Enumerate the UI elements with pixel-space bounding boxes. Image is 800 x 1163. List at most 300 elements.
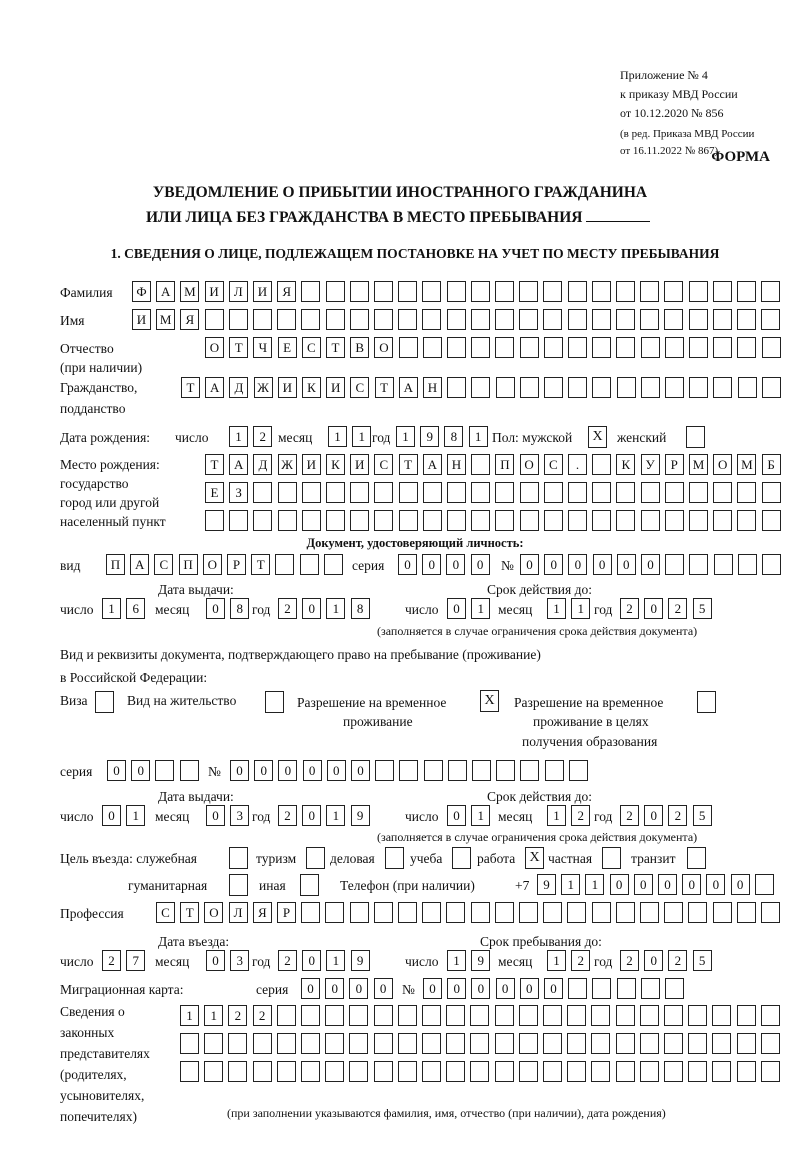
char-cell[interactable] [543,902,562,923]
char-cell[interactable]: 8 [444,426,463,447]
char-cell[interactable]: Т [326,337,345,358]
char-cell[interactable]: 1 [547,950,566,971]
char-cell[interactable] [374,1033,393,1054]
char-cell[interactable]: Т [375,377,394,398]
char-cell[interactable]: 1 [328,426,347,447]
char-cell[interactable] [761,1005,780,1026]
char-cell[interactable]: . [568,454,587,475]
char-cell[interactable] [738,377,757,398]
char-cell[interactable] [592,978,611,999]
char-cell[interactable] [277,309,296,330]
char-cell[interactable] [569,760,588,781]
char-cell[interactable] [544,337,563,358]
char-cell[interactable]: 0 [254,760,273,781]
char-cell[interactable] [350,902,369,923]
char-cell[interactable] [277,1005,296,1026]
char-cell[interactable] [519,1061,538,1082]
char-cell[interactable]: 0 [644,950,663,971]
char-cell[interactable]: 1 [471,805,490,826]
char-cell[interactable] [350,510,369,531]
char-cell[interactable] [567,1005,586,1026]
char-cell[interactable] [277,1033,296,1054]
char-cell[interactable] [301,1061,320,1082]
char-cell[interactable]: И [302,454,321,475]
char-cell[interactable]: 1 [102,598,121,619]
char-cell[interactable]: 2 [620,950,639,971]
char-cell[interactable] [399,510,418,531]
char-cell[interactable] [712,1033,731,1054]
char-cell[interactable]: Т [229,337,248,358]
char-cell[interactable]: 0 [634,874,653,895]
char-cell[interactable]: И [205,281,224,302]
char-cell[interactable]: 0 [302,805,321,826]
char-cell[interactable]: 0 [706,874,725,895]
char-cell[interactable] [204,1061,223,1082]
char-cell[interactable]: 8 [351,598,370,619]
char-cell[interactable]: 0 [446,554,465,575]
char-cell[interactable] [350,482,369,503]
char-cell[interactable]: 2 [278,805,297,826]
char-cell[interactable] [665,510,684,531]
char-cell[interactable] [374,902,393,923]
char-cell[interactable]: 2 [278,598,297,619]
char-cell[interactable] [398,281,417,302]
char-cell[interactable] [471,281,490,302]
char-cell[interactable] [253,1033,272,1054]
char-cell[interactable] [616,1033,635,1054]
char-cell[interactable] [617,978,636,999]
char-cell[interactable] [689,337,708,358]
char-cell[interactable]: Ж [254,377,273,398]
char-cell[interactable] [423,510,442,531]
char-cell[interactable] [737,1061,756,1082]
char-cell[interactable] [471,510,490,531]
char-cell[interactable] [713,309,732,330]
char-cell[interactable] [665,554,684,575]
char-cell[interactable]: 0 [327,760,346,781]
char-cell[interactable] [520,510,539,531]
char-cell[interactable]: 1 [396,426,415,447]
char-cell[interactable] [446,1061,465,1082]
char-cell[interactable] [592,510,611,531]
residence-checkbox[interactable] [265,691,284,713]
temp-edu-checkbox[interactable] [697,691,716,713]
char-cell[interactable] [422,1033,441,1054]
char-cell[interactable]: 1 [585,874,604,895]
char-cell[interactable] [616,482,635,503]
char-cell[interactable] [422,1061,441,1082]
char-cell[interactable] [446,1033,465,1054]
char-cell[interactable]: 0 [351,760,370,781]
char-cell[interactable] [229,309,248,330]
char-cell[interactable]: Т [399,454,418,475]
char-cell[interactable] [543,1061,562,1082]
char-cell[interactable] [592,281,611,302]
char-cell[interactable] [762,337,781,358]
char-cell[interactable]: Л [229,902,248,923]
char-cell[interactable]: 0 [471,554,490,575]
char-cell[interactable]: П [106,554,125,575]
char-cell[interactable] [737,510,756,531]
char-cell[interactable]: 1 [326,598,345,619]
char-cell[interactable]: 0 [544,978,563,999]
char-cell[interactable] [350,309,369,330]
char-cell[interactable] [495,1033,514,1054]
char-cell[interactable]: 0 [325,978,344,999]
char-cell[interactable] [713,510,732,531]
char-cell[interactable] [755,874,774,895]
char-cell[interactable]: 1 [204,1005,223,1026]
char-cell[interactable]: 0 [644,805,663,826]
char-cell[interactable] [591,1061,610,1082]
char-cell[interactable]: 0 [302,950,321,971]
char-cell[interactable] [423,482,442,503]
char-cell[interactable] [568,377,587,398]
char-cell[interactable] [470,1005,489,1026]
char-cell[interactable] [398,309,417,330]
char-cell[interactable] [302,482,321,503]
char-cell[interactable] [520,377,539,398]
char-cell[interactable] [591,1005,610,1026]
char-cell[interactable]: М [737,454,756,475]
purpose-tourism-checkbox[interactable] [306,847,325,869]
char-cell[interactable] [496,760,515,781]
char-cell[interactable]: 0 [107,760,126,781]
char-cell[interactable]: 9 [351,950,370,971]
char-cell[interactable] [495,309,514,330]
char-cell[interactable] [762,510,781,531]
purpose-private-checkbox[interactable] [602,847,621,869]
char-cell[interactable] [325,902,344,923]
char-cell[interactable] [665,377,684,398]
char-cell[interactable] [738,554,757,575]
char-cell[interactable]: 0 [206,950,225,971]
char-cell[interactable] [520,482,539,503]
sex-female-checkbox[interactable] [686,426,705,448]
char-cell[interactable] [544,510,563,531]
char-cell[interactable]: И [326,377,345,398]
char-cell[interactable] [543,309,562,330]
char-cell[interactable]: Ф [132,281,151,302]
char-cell[interactable] [762,377,781,398]
char-cell[interactable] [495,1005,514,1026]
char-cell[interactable]: У [641,454,660,475]
char-cell[interactable] [448,760,467,781]
char-cell[interactable] [592,337,611,358]
char-cell[interactable] [737,1005,756,1026]
char-cell[interactable] [519,1033,538,1054]
char-cell[interactable] [253,510,272,531]
char-cell[interactable]: 0 [447,805,466,826]
char-cell[interactable] [374,1061,393,1082]
char-cell[interactable] [447,510,466,531]
char-cell[interactable]: А [130,554,149,575]
char-cell[interactable]: П [179,554,198,575]
char-cell[interactable] [641,978,660,999]
char-cell[interactable] [447,281,466,302]
char-cell[interactable]: С [544,454,563,475]
char-cell[interactable]: 7 [126,950,145,971]
char-cell[interactable]: О [203,554,222,575]
char-cell[interactable] [543,1005,562,1026]
char-cell[interactable] [665,978,684,999]
char-cell[interactable] [737,281,756,302]
char-cell[interactable] [640,309,659,330]
char-cell[interactable] [180,760,199,781]
visa-checkbox[interactable] [95,691,114,713]
char-cell[interactable]: С [374,454,393,475]
char-cell[interactable] [496,377,515,398]
char-cell[interactable] [641,337,660,358]
char-cell[interactable] [325,1061,344,1082]
char-cell[interactable] [714,554,733,575]
char-cell[interactable] [422,1005,441,1026]
char-cell[interactable]: О [520,454,539,475]
char-cell[interactable]: 1 [447,950,466,971]
char-cell[interactable]: Л [229,281,248,302]
char-cell[interactable]: К [326,454,345,475]
char-cell[interactable] [424,760,443,781]
char-cell[interactable] [737,1033,756,1054]
char-cell[interactable]: Н [447,454,466,475]
char-cell[interactable]: 0 [641,554,660,575]
char-cell[interactable] [761,309,780,330]
char-cell[interactable] [592,454,611,475]
char-cell[interactable]: Я [277,281,296,302]
char-cell[interactable] [712,1005,731,1026]
place-blank-line[interactable] [586,207,650,222]
purpose-study-checkbox[interactable] [452,847,471,869]
char-cell[interactable]: 2 [228,1005,247,1026]
char-cell[interactable]: 0 [520,554,539,575]
purpose-work-checkbox[interactable]: X [525,847,544,869]
char-cell[interactable]: 9 [471,950,490,971]
char-cell[interactable] [640,1033,659,1054]
char-cell[interactable] [374,1005,393,1026]
char-cell[interactable]: А [423,454,442,475]
char-cell[interactable] [664,281,683,302]
char-cell[interactable] [713,281,732,302]
char-cell[interactable] [301,1033,320,1054]
char-cell[interactable]: Т [181,377,200,398]
char-cell[interactable]: 1 [471,598,490,619]
char-cell[interactable] [204,1033,223,1054]
char-cell[interactable] [325,1033,344,1054]
char-cell[interactable] [592,482,611,503]
char-cell[interactable]: Т [180,902,199,923]
char-cell[interactable] [713,377,732,398]
char-cell[interactable] [568,281,587,302]
char-cell[interactable] [591,1033,610,1054]
char-cell[interactable]: К [616,454,635,475]
char-cell[interactable]: 0 [302,598,321,619]
char-cell[interactable] [447,309,466,330]
char-cell[interactable] [374,510,393,531]
char-cell[interactable]: Т [205,454,224,475]
char-cell[interactable]: 2 [668,805,687,826]
char-cell[interactable]: 0 [230,760,249,781]
char-cell[interactable]: З [229,482,248,503]
char-cell[interactable] [688,1061,707,1082]
char-cell[interactable] [422,902,441,923]
char-cell[interactable] [471,482,490,503]
char-cell[interactable]: А [156,281,175,302]
char-cell[interactable] [665,482,684,503]
char-cell[interactable]: 0 [102,805,121,826]
char-cell[interactable]: 2 [571,805,590,826]
char-cell[interactable] [398,1061,417,1082]
char-cell[interactable] [495,337,514,358]
char-cell[interactable] [495,902,514,923]
char-cell[interactable]: С [156,902,175,923]
char-cell[interactable] [470,1061,489,1082]
char-cell[interactable]: Ж [278,454,297,475]
char-cell[interactable]: И [132,309,151,330]
char-cell[interactable]: 0 [303,760,322,781]
char-cell[interactable]: 0 [278,760,297,781]
char-cell[interactable]: 0 [447,598,466,619]
sex-male-checkbox[interactable]: X [588,426,607,448]
char-cell[interactable]: В [350,337,369,358]
char-cell[interactable]: И [350,454,369,475]
char-cell[interactable]: 0 [206,805,225,826]
char-cell[interactable] [349,1033,368,1054]
char-cell[interactable]: 1 [126,805,145,826]
char-cell[interactable]: 0 [682,874,701,895]
char-cell[interactable] [689,309,708,330]
char-cell[interactable] [155,760,174,781]
char-cell[interactable] [568,482,587,503]
char-cell[interactable] [278,510,297,531]
char-cell[interactable]: Я [253,902,272,923]
char-cell[interactable]: Д [253,454,272,475]
char-cell[interactable]: М [689,454,708,475]
char-cell[interactable]: 2 [571,950,590,971]
char-cell[interactable] [712,1061,731,1082]
char-cell[interactable]: 0 [423,978,442,999]
char-cell[interactable] [617,377,636,398]
char-cell[interactable]: 0 [447,978,466,999]
char-cell[interactable] [592,902,611,923]
char-cell[interactable]: 2 [253,426,272,447]
char-cell[interactable]: 0 [349,978,368,999]
char-cell[interactable] [277,1061,296,1082]
char-cell[interactable]: Т [251,554,270,575]
char-cell[interactable] [567,1033,586,1054]
char-cell[interactable] [737,309,756,330]
char-cell[interactable] [301,281,320,302]
char-cell[interactable] [374,482,393,503]
char-cell[interactable] [616,1005,635,1026]
char-cell[interactable]: 0 [422,554,441,575]
char-cell[interactable] [568,978,587,999]
char-cell[interactable]: Н [423,377,442,398]
char-cell[interactable]: А [229,454,248,475]
char-cell[interactable] [275,554,294,575]
char-cell[interactable] [519,309,538,330]
char-cell[interactable] [495,281,514,302]
char-cell[interactable]: Е [278,337,297,358]
char-cell[interactable] [349,1005,368,1026]
char-cell[interactable] [470,1033,489,1054]
char-cell[interactable] [592,377,611,398]
char-cell[interactable] [616,510,635,531]
char-cell[interactable]: 0 [568,554,587,575]
char-cell[interactable] [519,1005,538,1026]
char-cell[interactable] [664,309,683,330]
char-cell[interactable] [471,309,490,330]
char-cell[interactable] [228,1061,247,1082]
char-cell[interactable] [326,309,345,330]
char-cell[interactable] [325,1005,344,1026]
char-cell[interactable] [762,482,781,503]
char-cell[interactable] [519,902,538,923]
char-cell[interactable] [253,1061,272,1082]
char-cell[interactable] [180,1033,199,1054]
char-cell[interactable]: М [156,309,175,330]
char-cell[interactable]: 0 [520,978,539,999]
char-cell[interactable]: 0 [610,874,629,895]
char-cell[interactable] [567,1061,586,1082]
char-cell[interactable] [374,281,393,302]
char-cell[interactable] [543,281,562,302]
char-cell[interactable] [326,510,345,531]
char-cell[interactable]: 2 [278,950,297,971]
char-cell[interactable] [713,902,732,923]
char-cell[interactable] [641,510,660,531]
char-cell[interactable] [278,482,297,503]
char-cell[interactable]: 8 [230,598,249,619]
char-cell[interactable]: 1 [469,426,488,447]
char-cell[interactable]: 0 [496,978,515,999]
char-cell[interactable]: 2 [620,805,639,826]
char-cell[interactable]: 0 [544,554,563,575]
char-cell[interactable]: 2 [668,950,687,971]
char-cell[interactable]: А [205,377,224,398]
char-cell[interactable] [228,1033,247,1054]
char-cell[interactable] [616,337,635,358]
char-cell[interactable] [592,309,611,330]
char-cell[interactable]: 9 [420,426,439,447]
char-cell[interactable]: О [204,902,223,923]
char-cell[interactable] [640,1061,659,1082]
char-cell[interactable]: Ч [253,337,272,358]
char-cell[interactable] [349,1061,368,1082]
char-cell[interactable]: 2 [253,1005,272,1026]
char-cell[interactable]: Р [227,554,246,575]
char-cell[interactable] [324,554,343,575]
char-cell[interactable]: 6 [126,598,145,619]
char-cell[interactable]: Е [205,482,224,503]
char-cell[interactable] [302,510,321,531]
char-cell[interactable] [471,454,490,475]
char-cell[interactable]: С [154,554,173,575]
char-cell[interactable]: 5 [693,950,712,971]
char-cell[interactable] [641,482,660,503]
purpose-other-checkbox[interactable] [300,874,319,896]
char-cell[interactable] [471,377,490,398]
char-cell[interactable]: 0 [206,598,225,619]
char-cell[interactable]: А [399,377,418,398]
char-cell[interactable] [399,760,418,781]
char-cell[interactable] [472,760,491,781]
char-cell[interactable] [519,281,538,302]
char-cell[interactable]: О [713,454,732,475]
char-cell[interactable] [616,1061,635,1082]
char-cell[interactable]: 1 [547,805,566,826]
char-cell[interactable]: С [302,337,321,358]
char-cell[interactable] [398,902,417,923]
